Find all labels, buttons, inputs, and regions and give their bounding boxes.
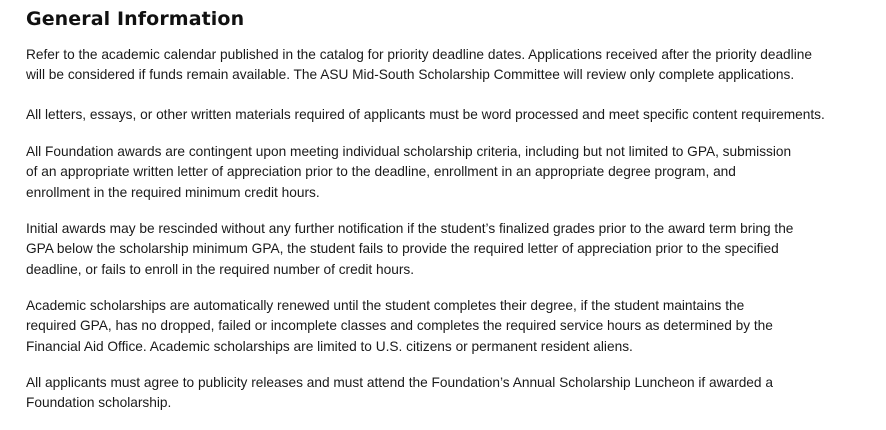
paragraph-publicity — [26, 373, 872, 414]
paragraph-priority-deadline — [26, 45, 872, 86]
paragraph-line: of an appropriate written letter of appreciation prior to the deadline, enrollment in an appropriate degree program, and — [26, 164, 736, 180]
paragraph-written-materials — [26, 105, 872, 125]
paragraph-line: Financial Aid Office. Academic scholarships are limited to U.S. citizens or permanent resident aliens. — [26, 338, 633, 354]
paragraph-line: Foundation scholarship. — [26, 395, 172, 411]
paragraph-line: Academic scholarships are automatically renewed until the student completes their degree, if the student maintains the — [26, 298, 745, 313]
paragraph-line: deadline, or fails to enroll in the required number of credit hours. — [26, 261, 415, 277]
paragraph-line: will be considered if funds remain available. The ASU Mid-South Scholarship Committee will review only complete applications. — [26, 67, 795, 83]
paragraph-line: All Foundation awards are contingent upon meeting individual scholarship criteria, including but not limited to GPA, submission — [26, 144, 792, 159]
paragraph-line: GPA below the scholarship minimum GPA, the student fails to provide the required letter of appreciation prior to the specified — [26, 241, 779, 257]
section-heading: General Information — [26, 8, 245, 30]
paragraph-line: required GPA, has no dropped, failed or incomplete classes and completes the required service hours as determined by the — [26, 318, 773, 334]
paragraph-rescinded-awards — [26, 219, 872, 280]
paragraph-foundation-awards — [26, 142, 872, 203]
paragraph-line: Refer to the academic calendar published in the catalog for priority deadline dates. Applications received after the priority deadline — [26, 47, 812, 62]
paragraph-line: Initial awards may be rescinded without any further notification if the student’s finalized grades prior to the award term bring the — [26, 221, 794, 236]
paragraph-renewal — [26, 296, 872, 357]
paragraph-line: All applicants must agree to publicity releases and must attend the Foundation’s Annual Scholarship Luncheon if awarded a — [26, 375, 773, 390]
paragraph-line: enrollment in the required minimum credit hours. — [26, 184, 320, 200]
paragraph-line: All letters, essays, or other written materials required of applicants must be word processed and meet specific content requirements. — [26, 107, 825, 122]
